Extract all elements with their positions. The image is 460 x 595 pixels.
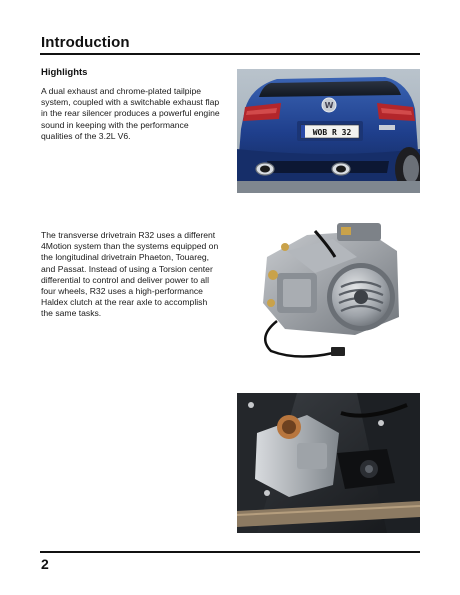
page-title: Introduction	[41, 34, 130, 51]
drivetrain-paragraph	[41, 230, 221, 320]
license-plate-text: WOB R 32	[312, 128, 352, 137]
exhaust-paragraph	[41, 86, 221, 142]
exhaust-paragraph-text: A dual exhaust and chrome-plated tailpipe system, coupled with a switchable exhaust flap in the rear silencer produces a powerful engine sound in keeping with the performance qualities of the 3.2L V6.	[41, 86, 220, 141]
footer-rule	[40, 551, 420, 553]
car-rear-photo	[237, 69, 420, 193]
drivetrain-paragraph-text: The transverse drivetrain R32 uses a different 4Motion system than the systems equipped on the longitudinal drivetrain Phaeton, Touareg, and Passat. Instead of using a Torsion center differential to control and deliver power to all four wheels, R32 uses a high-performance Haldex clutch at the rear axle to accomplish the same tasks.	[41, 230, 219, 319]
section-subheading: Highlights	[41, 67, 88, 78]
svg-text:W: W	[324, 101, 334, 110]
header-rule	[40, 53, 420, 55]
page-number: 2	[41, 556, 49, 572]
underbody-install-photo	[237, 393, 420, 533]
haldex-unit-photo	[237, 217, 420, 363]
